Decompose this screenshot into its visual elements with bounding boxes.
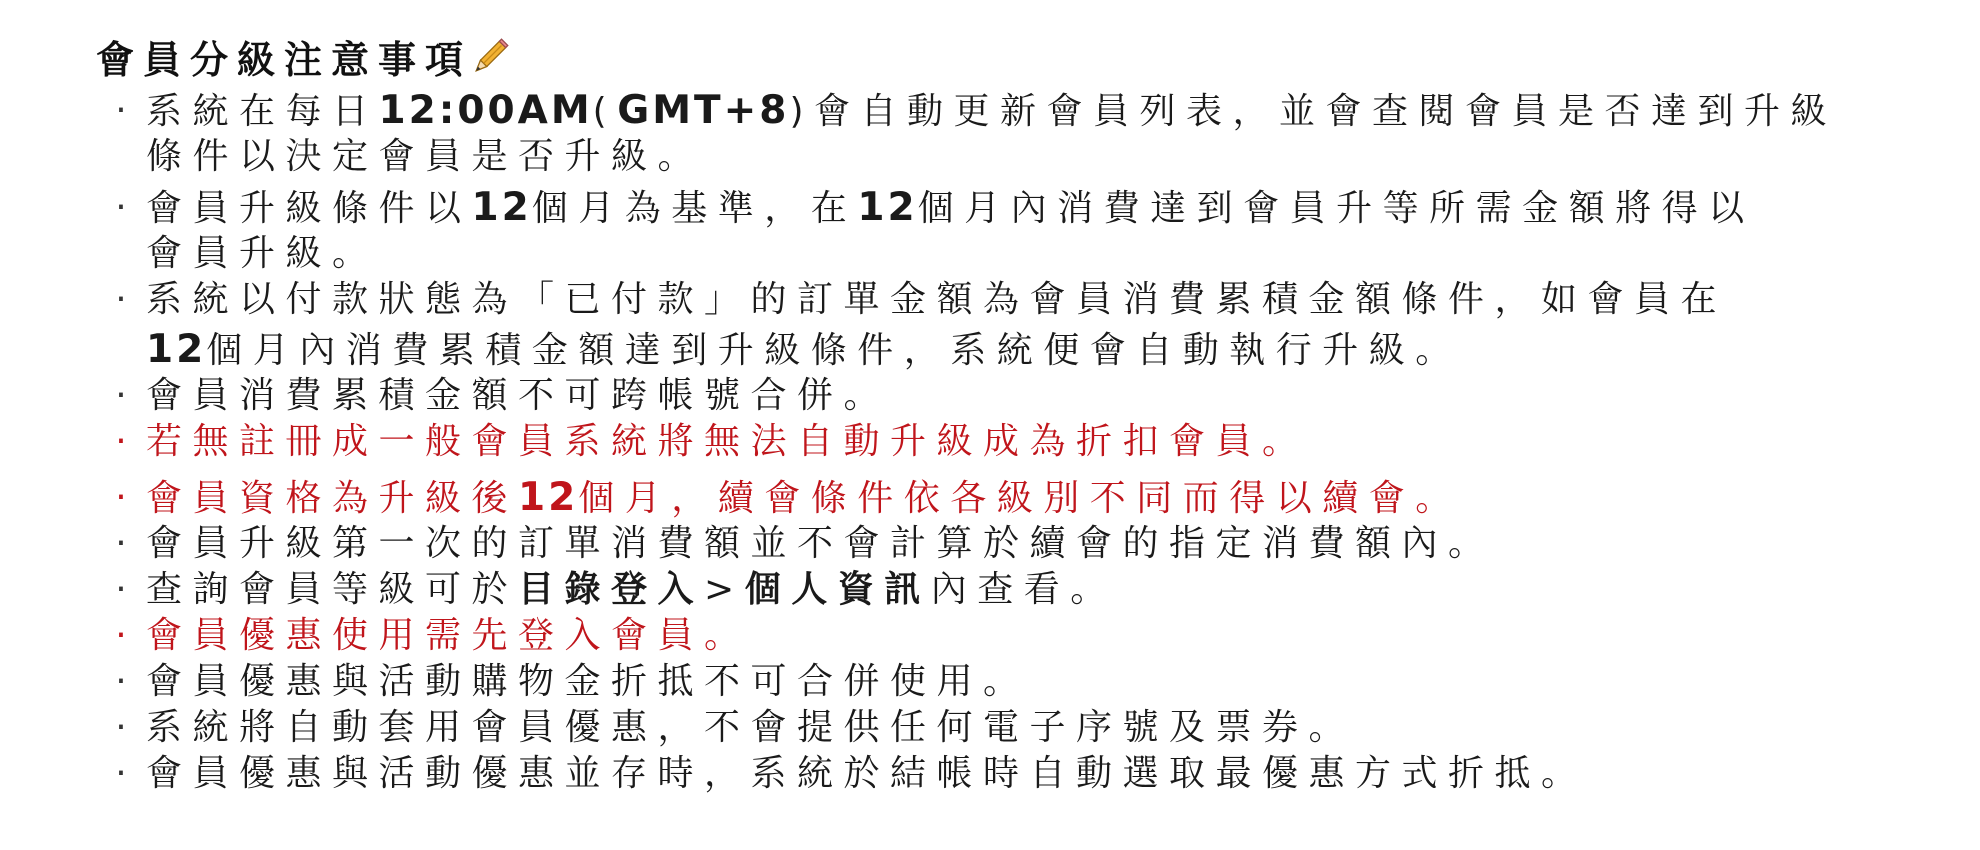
bullet: · bbox=[115, 187, 127, 228]
note-line bbox=[146, 327, 1727, 373]
pencil-icon bbox=[470, 35, 512, 77]
bullet: · bbox=[115, 375, 127, 416]
note-line: 條件以決定會員是否升級。 bbox=[146, 136, 705, 177]
note-line: 系統將自動套用會員優惠，不會提供任何電子序號及票券。 bbox=[146, 707, 1356, 748]
note-line: 若無註冊成一般會員系統將無法自動升級成為折扣會員。 bbox=[146, 421, 1309, 462]
note-line: 會員優惠與活動優惠並存時，系統於結帳時自動選取最優惠方式折抵。 bbox=[146, 753, 1588, 794]
note-item bbox=[96, 185, 1956, 277]
note-line bbox=[146, 567, 1117, 613]
note-item bbox=[96, 277, 1956, 373]
note-line: 會員優惠使用需先登入會員。 bbox=[146, 615, 751, 656]
note-text: )會自動更新會員列表，並會查閱會員是否達到升級 bbox=[789, 91, 1837, 132]
note-text: 會員資格為升級後 bbox=[146, 478, 519, 519]
note-line: 系統以付款狀態為「已付款」的訂單金額為會員消費累積金額條件，如會員在 bbox=[146, 279, 1728, 320]
note-item-highlight bbox=[96, 613, 1956, 659]
note-line bbox=[146, 185, 1755, 231]
note-line bbox=[146, 88, 1837, 134]
bullet: · bbox=[115, 615, 127, 656]
note-item-highlight bbox=[96, 475, 1956, 521]
note-number: 12 bbox=[471, 185, 532, 230]
note-text: 系統在每日 bbox=[146, 91, 379, 132]
note-item bbox=[96, 88, 1956, 180]
note-item-highlight bbox=[96, 419, 1956, 465]
note-text: 個月內消費累積金額達到升級條件，系統便會自動執行升級。 bbox=[206, 330, 1462, 371]
menu-path-directory-login: 目錄登入 bbox=[518, 569, 705, 610]
note-number: 12 bbox=[857, 185, 918, 230]
note-line: 會員優惠與活動購物金折抵不可合併使用。 bbox=[146, 661, 1030, 702]
title-text: 會員分級注意事項 bbox=[96, 37, 473, 82]
menu-path-personal-info: 個人資訊 bbox=[744, 569, 931, 610]
note-line: 會員升級。 bbox=[146, 233, 379, 274]
note-text: 個月，續會條件依各級別不同而得以續會。 bbox=[578, 478, 1462, 519]
note-time: 12:00AM bbox=[378, 88, 593, 133]
note-item bbox=[96, 567, 1956, 613]
note-item bbox=[96, 373, 1956, 419]
bullet: · bbox=[115, 753, 127, 794]
note-text: ( bbox=[592, 91, 618, 132]
page-title bbox=[96, 30, 512, 82]
note-text: 個月內消費達到會員升等所需金額將得以 bbox=[917, 188, 1755, 229]
note-item bbox=[96, 521, 1956, 567]
note-timezone: GMT+8 bbox=[617, 88, 790, 133]
note-text: 查詢會員等級可於 bbox=[146, 569, 519, 610]
notes-list bbox=[96, 88, 1956, 797]
bullet: · bbox=[115, 90, 127, 131]
bullet: · bbox=[115, 421, 127, 462]
note-item bbox=[96, 705, 1956, 751]
note-item bbox=[96, 751, 1956, 797]
bullet: · bbox=[115, 569, 127, 610]
note-text: 內查看。 bbox=[930, 569, 1117, 610]
note-number: 12 bbox=[146, 327, 207, 372]
bullet: · bbox=[115, 523, 127, 564]
note-item bbox=[96, 659, 1956, 705]
bullet: · bbox=[115, 279, 127, 320]
bullet: · bbox=[115, 661, 127, 702]
note-line: 會員消費累積金額不可跨帳號合併。 bbox=[146, 375, 891, 416]
note-line: 會員升級第一次的訂單消費額並不會計算於續會的指定消費額內。 bbox=[146, 523, 1495, 564]
note-text: 會員升級條件以 bbox=[146, 188, 472, 229]
note-number: 12 bbox=[518, 475, 579, 520]
bullet: · bbox=[115, 477, 127, 518]
note-line bbox=[146, 475, 1462, 521]
path-separator: > bbox=[704, 569, 745, 610]
bullet: · bbox=[115, 707, 127, 748]
note-text: 個月為基準，在 bbox=[531, 188, 858, 229]
